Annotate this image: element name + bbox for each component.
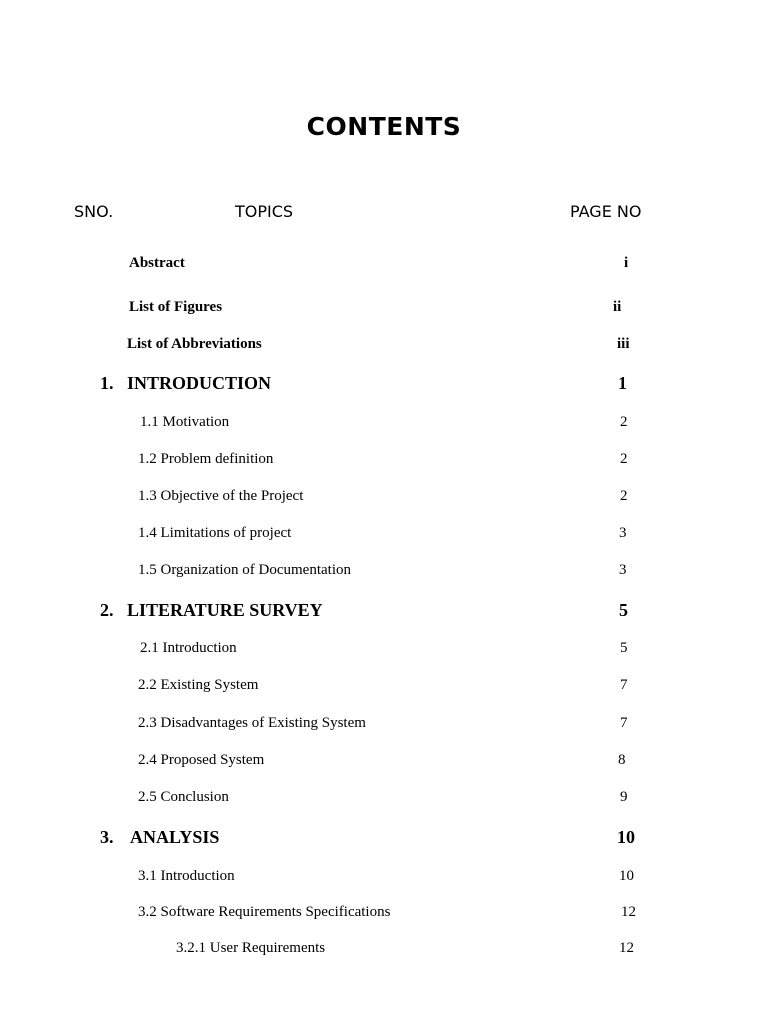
toc-section-row	[0, 752, 768, 776]
toc-topic: 2.2 Existing System	[138, 677, 259, 693]
toc-topic: 1.1 Motivation	[140, 414, 230, 430]
toc-section-row	[0, 451, 768, 475]
toc-page: 8	[618, 752, 626, 768]
toc-page: 12	[619, 940, 634, 956]
toc-row-list-of-abbreviations	[0, 336, 768, 360]
toc-section-row	[0, 414, 768, 438]
toc-topic: List of Figures	[129, 299, 223, 315]
toc-section-row	[0, 715, 768, 739]
toc-page: 10	[617, 827, 635, 847]
toc-chapter-title: LITERATURE SURVEY	[127, 600, 323, 620]
toc-page: 2	[620, 414, 628, 430]
toc-chapter-number: 3.	[100, 827, 114, 847]
toc-chapter-title: ANALYSIS	[130, 827, 220, 847]
toc-chapter-row	[0, 373, 768, 397]
toc-page: 7	[620, 715, 628, 731]
toc-section-row	[0, 640, 768, 664]
toc-topic: 1.5 Organization of Documentation	[138, 562, 352, 578]
toc-section-row	[0, 904, 768, 928]
toc-chapter-number: 2.	[100, 600, 114, 620]
toc-topic: 2.1 Introduction	[140, 640, 237, 656]
header-sno: SNO.	[74, 202, 114, 221]
toc-section-row	[0, 525, 768, 549]
toc-topic: 1.2 Problem definition	[138, 451, 274, 467]
toc-page: i	[624, 255, 629, 271]
toc-page: 7	[620, 677, 628, 693]
toc-page: 10	[619, 868, 634, 884]
toc-topic: 3.2 Software Requirements Specifications	[138, 904, 391, 920]
toc-section-row	[0, 868, 768, 892]
toc-page: 12	[621, 904, 636, 920]
toc-row-abstract	[0, 255, 768, 279]
toc-topic: 2.4 Proposed System	[138, 752, 265, 768]
toc-chapter-row	[0, 827, 768, 851]
toc-topic: 2.3 Disadvantages of Existing System	[138, 715, 366, 731]
header-page-no: PAGE NO	[570, 202, 642, 221]
toc-topic: Abstract	[129, 255, 185, 271]
toc-page: 5	[620, 640, 628, 656]
toc-page: 2	[620, 451, 628, 467]
toc-topic: 1.4 Limitations of project	[138, 525, 292, 541]
toc-page: ii	[613, 299, 622, 315]
toc-chapter-title: INTRODUCTION	[127, 373, 272, 393]
toc-page: 2	[620, 488, 628, 504]
toc-row-list-of-figures	[0, 299, 768, 323]
toc-section-row	[0, 488, 768, 512]
toc-section-row	[0, 562, 768, 586]
toc-topic: 3.1 Introduction	[138, 868, 235, 884]
toc-topic: 2.5 Conclusion	[138, 789, 229, 805]
toc-page: 1	[618, 373, 627, 393]
toc-page: 3	[619, 562, 627, 578]
toc-chapter-number: 1.	[100, 373, 114, 393]
toc-topic: 1.3 Objective of the Project	[138, 488, 304, 504]
toc-subsection-row	[0, 940, 768, 964]
toc-page: iii	[617, 336, 630, 352]
toc-page: 3	[619, 525, 627, 541]
toc-section-row	[0, 677, 768, 701]
toc-page: 5	[619, 600, 628, 620]
toc-chapter-row	[0, 600, 768, 624]
toc-page: 9	[620, 789, 628, 805]
toc-topic: List of Abbreviations	[127, 336, 262, 352]
toc-section-row	[0, 789, 768, 813]
page-title: CONTENTS	[306, 112, 462, 141]
toc-topic: 3.2.1 User Requirements	[176, 940, 326, 956]
header-topics: TOPICS	[235, 202, 294, 221]
